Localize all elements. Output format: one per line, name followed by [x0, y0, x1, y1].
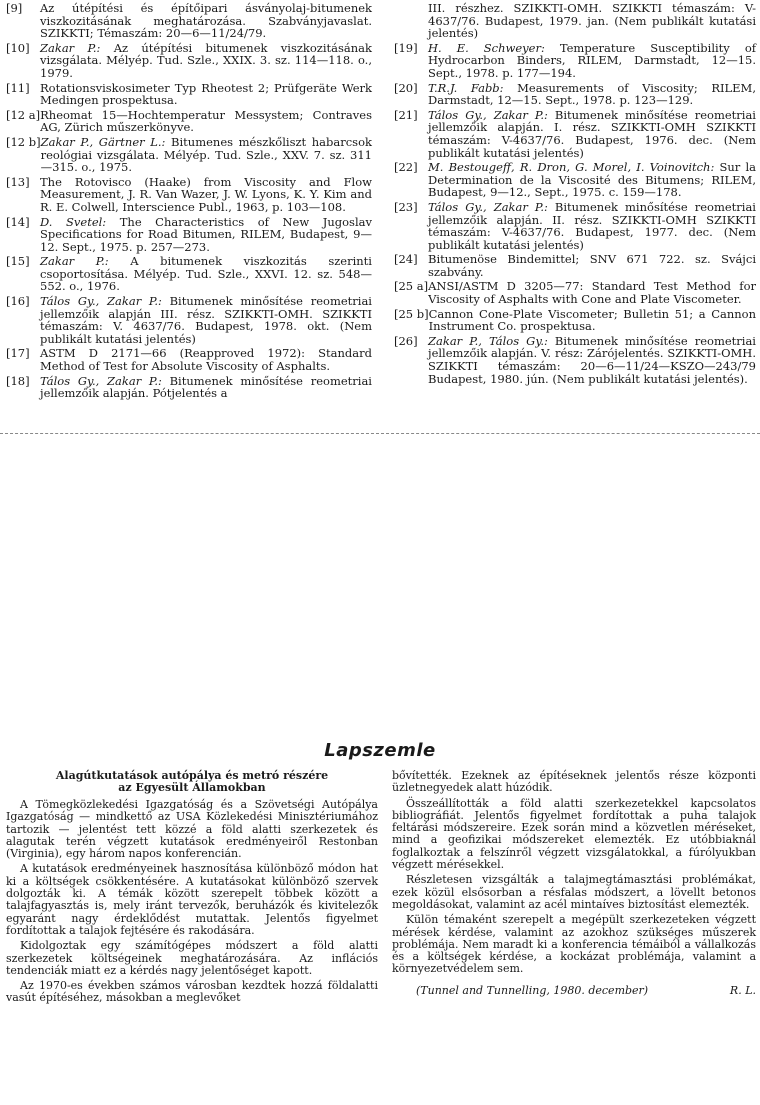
reference-text: [40, 176, 372, 214]
reference-number: [25 b]: [394, 306, 429, 321]
reference-item: [6, 42, 372, 80]
reference-text: [428, 253, 756, 278]
reference-number: [9]: [6, 1, 23, 15]
reference-body: Cannon Cone-Plate Viscometer; Bulletin 51; a Cannon Instrument Co. prospektusa.: [428, 306, 756, 334]
reference-item: [394, 2, 756, 40]
reference-text: [40, 42, 372, 80]
reference-number: [26]: [394, 333, 418, 348]
reference-body: The Characteristics of New Jugoslav Specifications for Road Bitumen, RILEM, Budapest, 9—12. Sept., 1975. p. 257—273.: [40, 214, 372, 254]
reference-item: [6, 136, 372, 174]
article-paragraph: A kutatások eredményeinek hasznosítása különböző módon hat ki a költségek csökkentésére. A kutatásokat különböző szervek dolgozták ki. A témák között szerepelt többek között a talajfagyasztás is, mely iránt tervezők, beruházók és kivitelezők egyaránt nagy érdeklődést mutattak. Jelentős figyelmet fordítottak a talajok fejtésére és rakodására.: [6, 862, 378, 937]
article-initials: R. L.: [729, 983, 756, 997]
reference-number: [15]: [6, 254, 30, 269]
reference-number: [394, 2, 428, 40]
reference-text: [428, 42, 756, 80]
reference-body: Temperature Susceptibility of Hydrocarbon Binders, RILEM, Darmstadt, 12—15. Sept., 1978. p. 177—194.: [428, 40, 756, 80]
article-title: [6, 770, 378, 794]
reference-text: [429, 308, 756, 333]
reference-body: ANSI/ASTM D 3205—77: Standard Test Method for Viscosity of Asphalts with Cone and Plate Viscometer.: [428, 279, 756, 307]
reference-item: [394, 253, 756, 278]
review-article: [0, 770, 760, 1105]
reference-number: [11]: [6, 80, 30, 95]
reference-column-left: [6, 2, 372, 402]
reference-body: The Rotovisco (Haake) from Viscosity and Flow Measurement, J. R. Van Wazer, J. W. Lyons, K. Y. Kim and R. E. Colwell, Interscience Publ., 1963, p. 103—108.: [40, 174, 372, 214]
reference-item: [394, 42, 756, 80]
article-title-line: az Egyesült Államokban: [118, 781, 266, 794]
reference-number: [24]: [394, 252, 418, 267]
reference-text: [40, 82, 372, 107]
reference-author: Zakar P., Gärtner L.:: [40, 134, 166, 149]
reference-text: [428, 109, 756, 159]
reference-number: [21]: [394, 107, 418, 122]
section-title: Lapszemle: [324, 740, 436, 761]
reference-author: Zakar P.:: [40, 40, 101, 55]
section-divider: [0, 433, 760, 434]
reference-item: [6, 295, 372, 345]
article-title-line: Alagútkutatások autópálya és metró részére: [55, 769, 329, 782]
article-paragraph: bővítették. Ezeknek az építéseknek jelentős része központi üzletnegyedek alatt húzódik.: [392, 769, 756, 795]
reference-text: [428, 201, 756, 251]
reference-body: Bitumenes mészkőliszt habarcsok reológiai vizsgálata. Mélyép. Tud. Szle., XXV. 7. sz. 311—315. o., 1975.: [40, 134, 372, 175]
reference-number: [18]: [6, 373, 30, 388]
reference-item: [6, 109, 372, 134]
reference-item: [394, 82, 756, 107]
reference-item: [6, 2, 372, 40]
reference-number: [14]: [6, 214, 30, 229]
reference-text: [428, 82, 756, 107]
reference-author: T.R.J. Fabb:: [428, 80, 504, 95]
reference-item: [6, 176, 372, 214]
reference-number: [23]: [394, 199, 418, 214]
reference-item: [6, 216, 372, 254]
reference-author: Tálos Gy., Zakar P.:: [40, 373, 162, 388]
reference-body: Bitumenek minősítése reometriai jellemzőik alapján. II. rész. SZIKKTI-OMH SZIKKTI témaszám: V-4637/76. Budapest, 1977. dec. (Nem publikált kutatási jelentés): [428, 199, 756, 252]
reference-body: Bitumenek minősítése reometriai jellemzőik alapján. V. rész: Zárójelentés. SZIKKTI-OMH. SZIKKTI témaszám: 20—6—11/24—KSZO—243/79 Budapest, 1980. jún. (Nem publikált kutatási jelentés).: [428, 333, 756, 386]
reference-text: [428, 335, 756, 385]
reference-body: Bitumenek minősítése reometriai jellemzőik alapján III. rész. SZIKKTI-OMH. SZIKKTI témaszám: V. 4637/76. Budapest, 1978. okt. (Nem publikált kutatási jelentés): [40, 294, 372, 346]
reference-number: [20]: [394, 80, 418, 95]
reference-item: [6, 347, 372, 372]
reference-body: A bitumenek viszkozitás szerinti csoportosítása. Mélyép. Tud. Szle., XXVI. 12. sz. 548—552. o., 1976.: [40, 254, 372, 294]
reference-text: [40, 255, 372, 293]
reference-number: [10]: [6, 40, 30, 55]
reference-text: [40, 375, 372, 400]
reference-text: [428, 280, 756, 305]
reference-author: Tálos Gy., Zakar P.:: [40, 294, 162, 309]
reference-text: [40, 216, 372, 254]
reference-author: Zakar P.:: [40, 254, 109, 269]
article-paragraph: Az 1970-es években számos városban kezdtek hozzá földalatti vasút építéséhez, másokban a meglevőket: [6, 979, 378, 1005]
reference-number: [12 a]: [6, 107, 41, 122]
reference-number: [25 a]: [394, 279, 429, 294]
article-source-line: [392, 984, 756, 997]
reference-number: [13]: [6, 174, 30, 189]
reference-body: Az útépítési és építőipari ásványolaj-bitumenek viszkozitásának meghatározása. Szabványjavaslat. SZIKKTI; Témaszám: 20—6—11/24/79.: [40, 1, 372, 41]
reference-text: [428, 161, 756, 199]
reference-number: [17]: [6, 346, 30, 361]
article-column-right: [392, 770, 756, 997]
reference-text: [40, 295, 372, 345]
reference-author: Tálos Gy., Zakar P.:: [428, 199, 548, 214]
reference-item: [394, 308, 756, 333]
reference-item: [394, 109, 756, 159]
reference-body: ASTM D 2171—66 (Reapproved 1972): Standard Method of Test for Absolute Viscosity of Asphalts.: [40, 346, 372, 374]
reference-item: [6, 82, 372, 107]
reference-body: Bitumenek minősítése reometriai jellemzőik alapján. Pótjelentés a: [40, 373, 372, 401]
reference-item: [394, 161, 756, 199]
reference-list: [0, 2, 760, 434]
article-paragraph: Külön témaként szerepelt a megépült szerkezeteken végzett mérések kérdése, valamint az azokhoz szükséges műszerek problémája. Nem maradt ki a konferencia témáiból a vállalkozás és a költségek kérdése, a kockázat problémája, valamint a környezetvédelem sem.: [392, 913, 756, 976]
reference-column-right: [394, 2, 756, 387]
article-paragraph: A Tömegközlekedési Igazgatóság és a Szövetségi Autópálya Igazgatóság — mindkettő az USA Közlekedési Minisztériumához tartozik — jelentést tett közzé a föld alatti szerkezetek és alagutak terén végzett kutatások eredményeiről Restonban (Virginia), egy három napos konferencián.: [6, 798, 378, 861]
reference-text: [40, 347, 372, 372]
reference-item: [394, 201, 756, 251]
reference-author: D. Svetel:: [40, 214, 107, 229]
article-column-left: [6, 770, 378, 1008]
article-paragraph: Részletesen vizsgálták a talajmegtámasztási problémákat, ezek közül elsősorban a résfalas módszert, a lövellt betonos megoldásokat, valamint az acél mintaíves biztosítást elemezték.: [392, 873, 756, 911]
reference-number: [22]: [394, 160, 418, 175]
reference-body: Az útépítési bitumenek viszkozitásának vizsgálata. Mélyép. Tud. Szle., XXIX. 3. sz. 114—118. o., 1979.: [40, 40, 372, 80]
reference-item: [6, 375, 372, 400]
article-paragraph: Összeállították a föld alatti szerkezetekkel kapcsolatos bibliográfiát. Jelentős figyelmet fordítottak a puha talajok feltárási módszereire. Ezek során mind a közvetlen méréseket, mind a geofizikai módszereket elemezték. Ez utóbbiaknál foglalkoztak a felszínről végzett vizsgálatokkal, a fúrólyukban végzett mérésekkel.: [392, 796, 756, 872]
reference-number: [19]: [394, 40, 418, 55]
reference-body: Rotationsviskosimeter Typ Rheotest 2; Prüfgeräte Werk Medingen prospektusa.: [40, 80, 372, 108]
reference-author: Tálos Gy., Zakar P.:: [428, 107, 548, 122]
reference-item: [394, 335, 756, 385]
article-source: (Tunnel and Tunnelling, 1980. december): [416, 983, 649, 997]
reference-body: Bitumenöse Bindemittel; SNV 671 722. sz. Svájci szabvány.: [428, 252, 756, 279]
reference-number: [16]: [6, 294, 30, 309]
reference-author: M. Bestougeff, R. Dron, G. Morel, I. Voinovitch:: [428, 160, 715, 175]
reference-text: [40, 2, 372, 40]
reference-text: [428, 2, 756, 40]
reference-text: [41, 136, 372, 174]
reference-body: Sur la Determination de la Viscosité des Bitumens; RILEM, Budapest, 9—12., Sept., 1975. c. 159—178.: [428, 160, 756, 200]
article-paragraph: Kidolgoztak egy számítógépes módszert a föld alatti szerkezetek költségeinek meghatározására. Az inflációs tendenciák miatt ez a kérdés nagy jelentőséget kapott.: [6, 939, 378, 977]
reference-body: Rheomat 15—Hochtemperatur Messystem; Contraves AG, Zürich műszerkönyve.: [40, 107, 372, 135]
reference-item: [6, 255, 372, 293]
reference-item: [394, 280, 756, 305]
reference-body: Bitumenek minősítése reometriai jellemzőik alapján. I. rész. SZIKKTI-OMH SZIKKTI témaszám: V-4637/76. Budapest, 1976. dec. (Nem publikált kutatási jelentés): [428, 107, 756, 160]
reference-author: Zakar P., Tálos Gy.:: [428, 333, 548, 348]
reference-body: III. részhez. SZIKKTI-OMH. SZIKKTI témaszám: V-4637/76. Budapest, 1979. jan. (Nem publikált kutatási jelentés): [428, 1, 756, 41]
reference-author: H. E. Schweyer:: [428, 40, 545, 55]
reference-text: [40, 109, 372, 134]
reference-body: Measurements of Viscosity; RILEM, Darmstadt, 12—15. Sept., 1978. p. 123—129.: [428, 80, 756, 108]
reference-number: [12 b]: [6, 134, 41, 149]
